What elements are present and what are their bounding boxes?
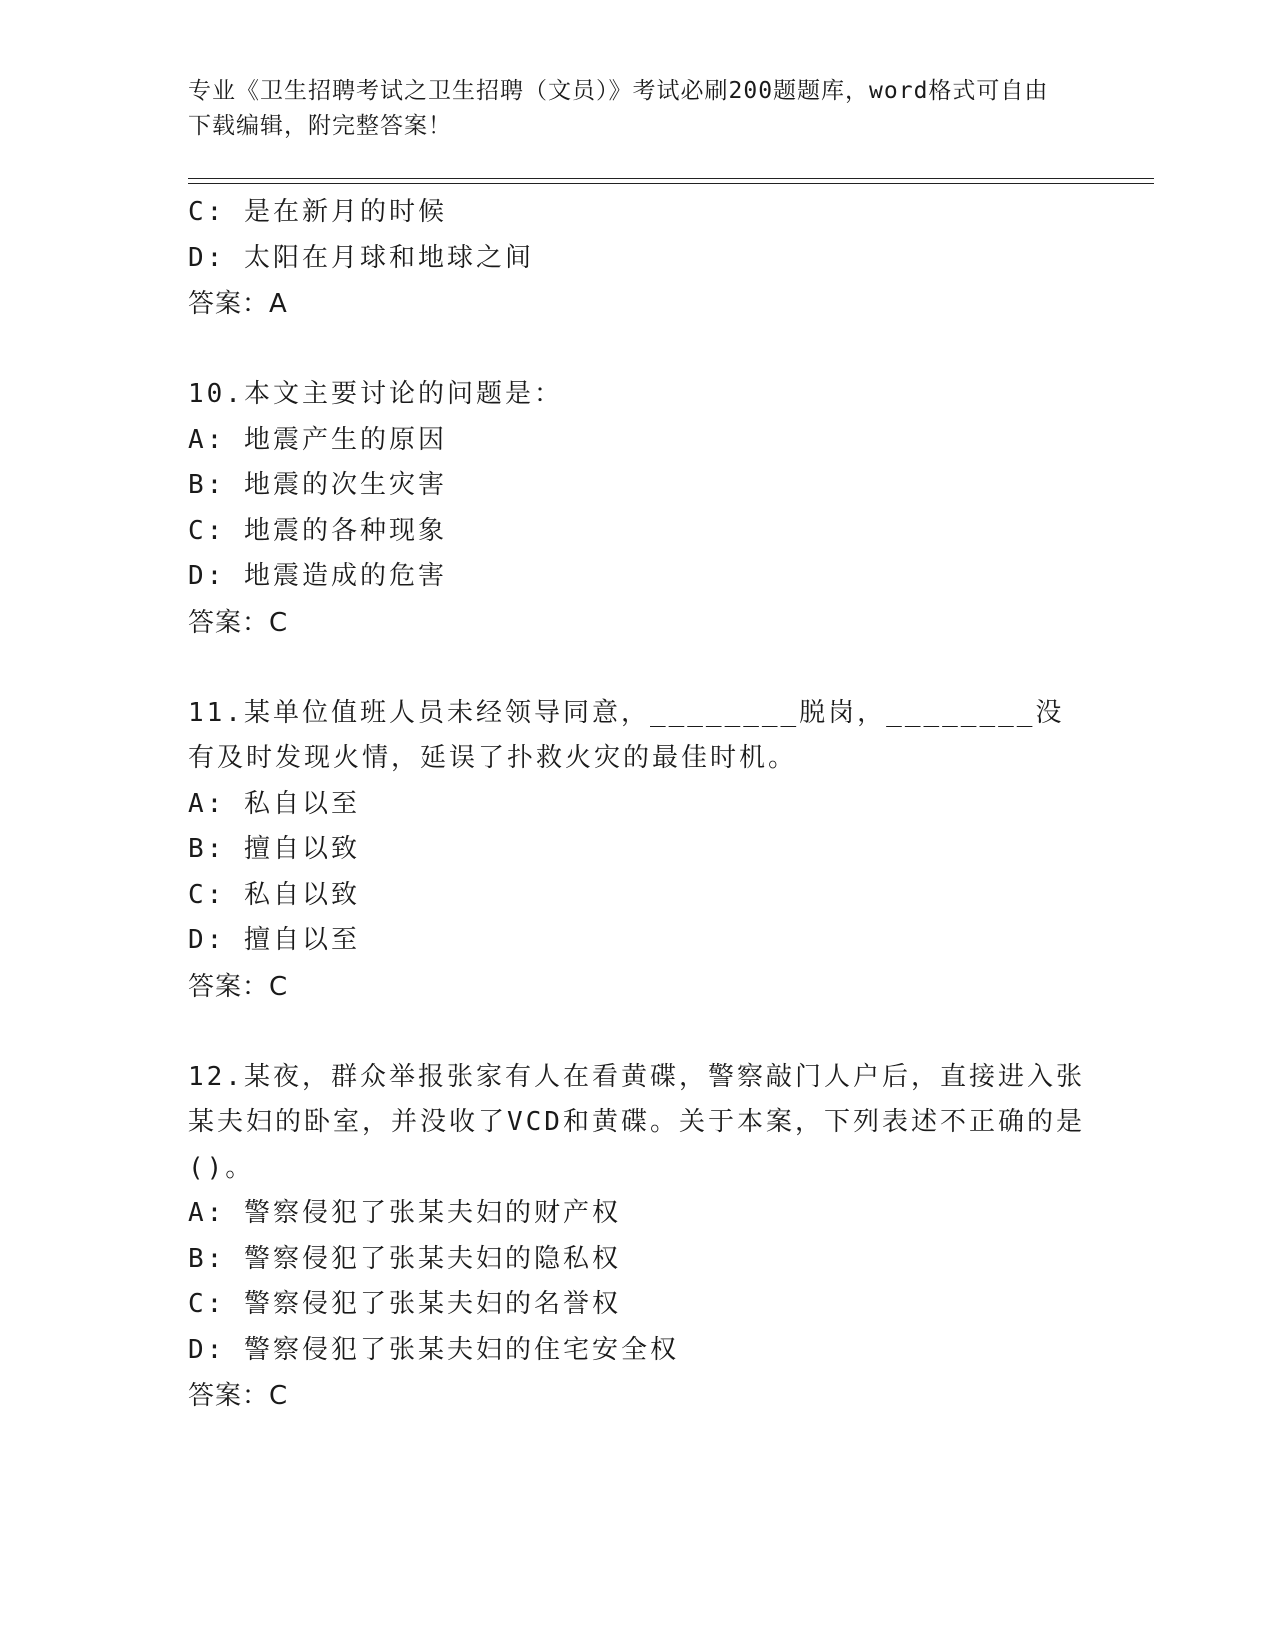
option-b: B: 警察侵犯了张某夫妇的隐私权 <box>188 1243 621 1274</box>
question-list <box>188 190 1088 1419</box>
question-11 <box>188 691 1088 1010</box>
document-header: 专业《卫生招聘考试之卫生招聘（文员）》考试必刷200题题库，word格式可自由下载编辑，附完整答案！ <box>188 78 1049 139</box>
option-c: C: 警察侵犯了张某夫妇的名誉权 <box>188 1289 621 1319</box>
answer: 答案：A <box>188 289 288 319</box>
option-d: D: 擅自以至 <box>188 925 360 955</box>
option-c: C: 私自以致 <box>188 879 360 910</box>
option-b: B: 地震的次生灾害 <box>188 470 447 500</box>
question-12 <box>188 1055 1088 1420</box>
question-stem: 12.某夜，群众举报张家有人在看黄碟，警察敲门人户后，直接进入张某夫妇的卧室，并没收了VCD和黄碟。关于本案，下列表述不正确的是()。 <box>188 1061 1085 1183</box>
question-stem: 10.本文主要讨论的问题是： <box>188 379 563 409</box>
option-d: D: 地震造成的危害 <box>188 561 447 591</box>
question-stem: 11.某单位值班人员未经领导同意，________脱岗，________没有及时发现火情，延误了扑救火灾的最佳时机。 <box>188 697 1065 773</box>
header-rule-bottom <box>188 183 1154 184</box>
option-a: A: 警察侵犯了张某夫妇的财产权 <box>188 1198 621 1228</box>
question-9-tail <box>188 190 1088 327</box>
option-a: A: 地震产生的原因 <box>188 424 447 455</box>
option-d: D: 太阳在月球和地球之间 <box>188 242 534 273</box>
option-a: A: 私自以至 <box>188 788 360 819</box>
question-10 <box>188 372 1088 646</box>
answer: 答案：C <box>188 1381 289 1411</box>
answer: 答案：C <box>188 607 289 638</box>
answer: 答案：C <box>188 971 289 1002</box>
option-b: B: 擅自以致 <box>188 834 360 864</box>
option-c: C: 是在新月的时候 <box>188 197 447 227</box>
header-rule-top <box>188 178 1154 179</box>
option-d: D: 警察侵犯了张某夫妇的住宅安全权 <box>188 1334 679 1365</box>
option-c: C: 地震的各种现象 <box>188 515 447 546</box>
